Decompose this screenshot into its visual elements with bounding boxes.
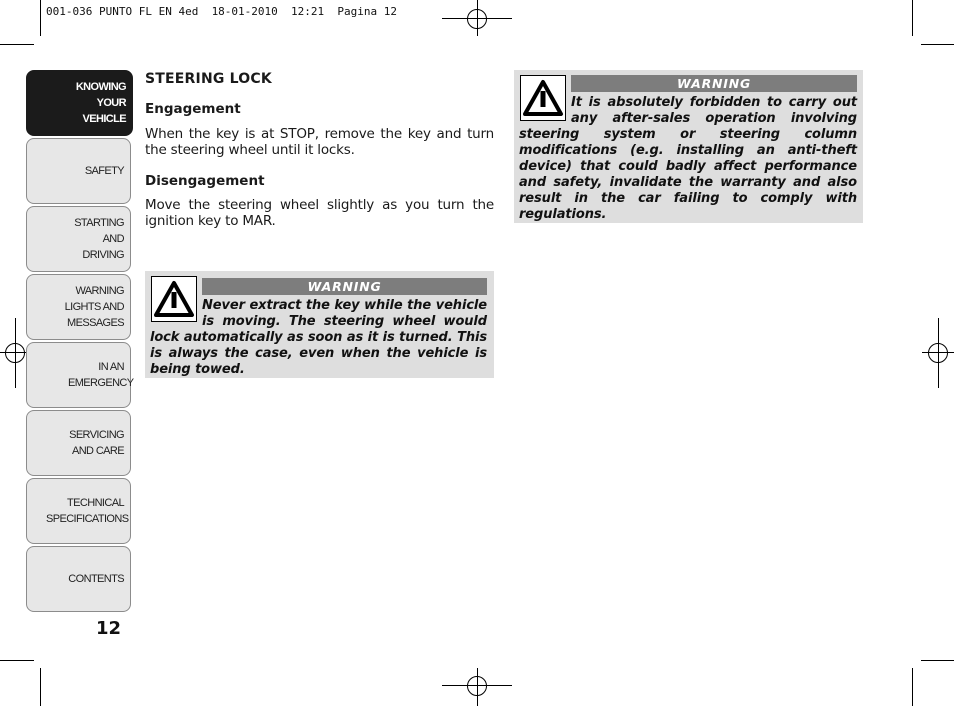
tab-starting-and-driving[interactable]: [26, 206, 131, 272]
tab-label: CONTENTS: [68, 573, 124, 585]
crop-mark: [0, 44, 34, 45]
disengagement-text: Move the steering wheel slightly as you turn the ignition key to MAR.: [145, 197, 494, 229]
crop-mark: [921, 660, 954, 661]
warning-text: Never extract the key while the vehicle is moving. The steering wheel would lock automatically as soon as it is turned. This is always the case, even when the vehicle is being towed.: [150, 298, 487, 377]
tab-label: WARNING LIGHTS AND MESSAGES: [64, 285, 124, 329]
page-number: 12: [96, 618, 122, 639]
crop-mark: [0, 660, 34, 661]
tab-label: SERVICING AND CARE: [69, 429, 124, 457]
section-title: STEERING LOCK: [145, 71, 272, 87]
tab-label: IN AN EMERGENCY: [68, 361, 134, 389]
warning-text: It is absolutely forbidden to carry out any after-sales operation involving steering system or steering column modifications (e.g. installing an anti-theft device) that could badly affect performance and safety, invalidate the warranty and also result in the car failing to comply with regulations.: [519, 95, 857, 222]
tab-knowing-your-vehicle[interactable]: [26, 70, 133, 136]
crop-mark: [40, 0, 41, 36]
disengagement-heading: Disengagement: [145, 173, 265, 189]
crop-mark: [921, 44, 954, 45]
crop-mark: [40, 668, 41, 706]
tab-technical-specifications[interactable]: [26, 478, 131, 544]
tab-contents[interactable]: [26, 546, 131, 612]
crop-mark: [912, 668, 913, 706]
warning-box-key: [145, 271, 494, 378]
tab-servicing-and-care[interactable]: [26, 410, 131, 476]
steering-lock-section: [145, 71, 494, 229]
tab-in-an-emergency[interactable]: [26, 342, 134, 408]
print-header: 001-036 PUNTO FL EN 4ed 18-01-2010 12:21 Pagina 12: [46, 5, 397, 18]
tab-label: TECHNICAL SPECIFICATIONS: [46, 497, 129, 525]
tab-safety[interactable]: [26, 138, 131, 204]
tab-label: SAFETY: [84, 165, 124, 177]
tab-label: KNOWING YOUR VEHICLE: [75, 81, 126, 125]
tab-warning-lights-and-messages[interactable]: [26, 274, 131, 340]
warning-box-modifications: [514, 70, 863, 223]
engagement-heading: Engagement: [145, 101, 241, 117]
tab-label: STARTING AND DRIVING: [74, 217, 124, 261]
crop-mark: [912, 0, 913, 36]
warning-title: WARNING: [571, 75, 857, 92]
engagement-text: When the key is at STOP, remove the key and turn the steering wheel until it locks.: [145, 126, 494, 158]
warning-title: WARNING: [202, 278, 487, 295]
